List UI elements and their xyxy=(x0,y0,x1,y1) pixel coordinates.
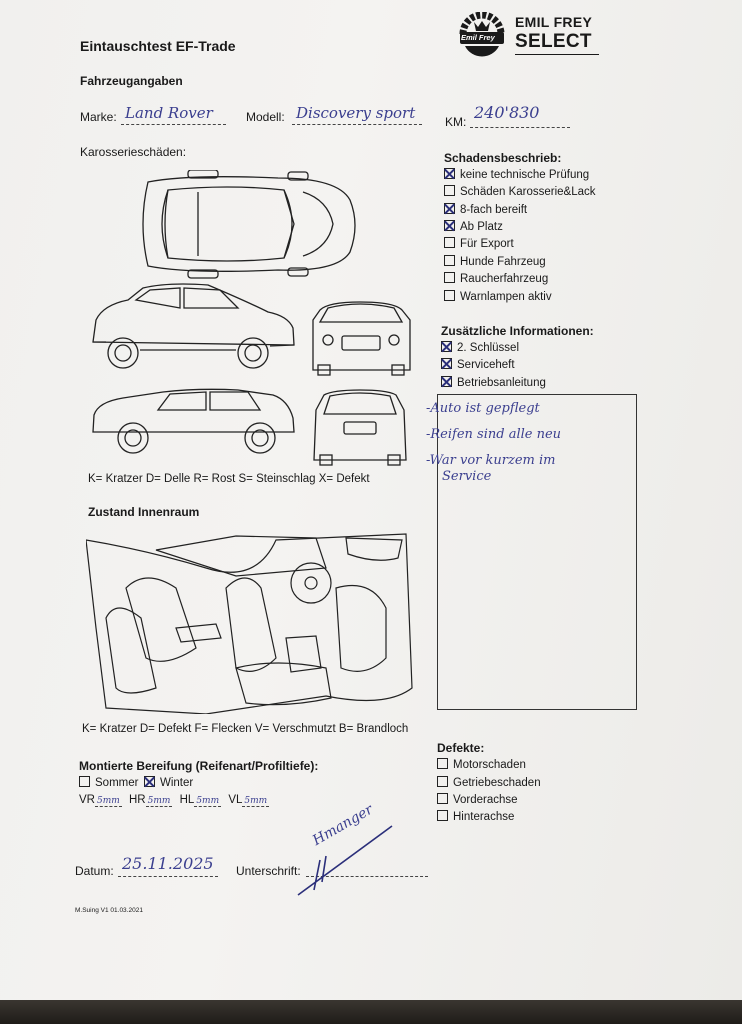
note-line-1: -Auto ist gepflegt xyxy=(426,401,540,416)
km-label: KM: xyxy=(445,115,467,129)
damage-item-body-paint[interactable]: Schäden Karosserie&Lack xyxy=(444,185,596,198)
model-value[interactable]: Discovery sport xyxy=(296,104,416,122)
info-item-second-key[interactable]: 2. Schlüssel xyxy=(441,341,519,354)
additional-info-label: Zusätzliche Informationen: xyxy=(441,324,594,338)
form-title: Eintauschtest EF-Trade xyxy=(80,38,236,54)
car-interior-diagram xyxy=(86,528,416,714)
damage-item-no-inspection[interactable]: keine technische Prüfung xyxy=(444,168,589,181)
checkbox-empty-icon[interactable] xyxy=(437,776,448,787)
checkbox-empty-icon[interactable] xyxy=(437,793,448,804)
damage-item-export[interactable]: Für Export xyxy=(444,237,514,250)
brand-underline xyxy=(515,54,599,55)
checkbox-checked-icon[interactable] xyxy=(444,203,455,214)
vl-label: VL xyxy=(228,794,243,806)
info-item-manual[interactable]: Betriebsanleitung xyxy=(441,376,546,389)
model-label: Modell: xyxy=(246,110,285,124)
hr-value[interactable]: 5mm xyxy=(147,796,171,806)
emil-frey-logo xyxy=(457,10,605,60)
date-underline xyxy=(118,876,218,877)
km-value[interactable]: 240'830 xyxy=(474,103,540,122)
hl-label: HL xyxy=(179,794,195,806)
signature-label: Unterschrift: xyxy=(236,864,301,878)
hr-label: HR xyxy=(128,794,146,806)
damage-item-dog[interactable]: Hunde Fahrzeug xyxy=(444,255,546,268)
checkbox-empty-icon[interactable] xyxy=(79,776,90,787)
info-item-service-book[interactable]: Serviceheft xyxy=(441,358,515,371)
tire-depth-row xyxy=(79,794,269,806)
damage-description-label: Schadensbeschrieb: xyxy=(444,151,562,165)
car-body-diagram xyxy=(88,170,418,470)
vl-value[interactable]: 5mm xyxy=(244,796,268,806)
checkbox-checked-icon[interactable] xyxy=(441,376,452,387)
make-value[interactable]: Land Rover xyxy=(125,104,213,122)
checkbox-empty-icon[interactable] xyxy=(444,185,455,196)
tire-type-winter[interactable]: Winter xyxy=(144,776,193,789)
checkbox-checked-icon[interactable] xyxy=(444,220,455,231)
checkbox-checked-icon[interactable] xyxy=(144,776,155,787)
checkbox-empty-icon[interactable] xyxy=(444,237,455,248)
note-line-2: -Reifen sind alle neu xyxy=(426,427,562,442)
checkbox-empty-icon[interactable] xyxy=(444,290,455,301)
date-label: Datum: xyxy=(75,864,114,878)
desk-background xyxy=(0,1000,742,1024)
signature-value[interactable]: Hmanger xyxy=(310,801,376,849)
defect-item-rear-axle[interactable]: Hinterachse xyxy=(437,810,514,823)
make-label: Marke: xyxy=(80,110,117,124)
note-line-3: -War vor kurzem im xyxy=(426,453,556,468)
interior-label: Zustand Innenraum xyxy=(88,505,200,519)
body-damage-label: Karosserieschäden: xyxy=(80,145,187,159)
body-damage-legend: K= Kratzer D= Delle R= Rost S= Steinschlag X= Defekt xyxy=(88,473,370,485)
checkbox-empty-icon[interactable] xyxy=(437,810,448,821)
interior-legend: K= Kratzer D= Defekt F= Flecken V= Verschmutzt B= Brandloch xyxy=(82,723,409,735)
notes-box[interactable] xyxy=(426,394,637,710)
defect-item-engine[interactable]: Motorschaden xyxy=(437,758,526,771)
car-side-view-left xyxy=(93,284,294,368)
defects-label: Defekte: xyxy=(437,741,485,755)
checkbox-empty-icon[interactable] xyxy=(444,255,455,266)
damage-item-ab-platz[interactable]: Ab Platz xyxy=(444,220,503,233)
damage-item-smoker[interactable]: Raucherfahrzeug xyxy=(444,272,548,285)
defect-item-front-axle[interactable]: Vorderachse xyxy=(437,793,518,806)
version-text: M.Suing V1 01.03.2021 xyxy=(75,907,143,914)
km-underline xyxy=(470,127,570,128)
hl-value[interactable]: 5mm xyxy=(196,796,220,806)
logo-badge-text: Emil Frey xyxy=(461,33,495,42)
vr-value[interactable]: 5mm xyxy=(96,796,120,806)
brand-line-2: SELECT xyxy=(515,31,592,52)
vr-label: VR xyxy=(79,794,95,806)
tire-type-summer[interactable]: Sommer xyxy=(79,776,138,789)
model-underline xyxy=(292,124,422,125)
defect-item-gearbox[interactable]: Getriebeschaden xyxy=(437,776,541,789)
checkbox-empty-icon[interactable] xyxy=(437,758,448,769)
checkbox-empty-icon[interactable] xyxy=(444,272,455,283)
signature-stroke xyxy=(292,820,402,900)
checkbox-checked-icon[interactable] xyxy=(441,341,452,352)
checkbox-checked-icon[interactable] xyxy=(444,168,455,179)
car-top-view xyxy=(143,170,355,278)
brand-line-1: EMIL FREY xyxy=(515,14,593,30)
vehicle-section-label: Fahrzeugangaben xyxy=(80,74,183,88)
checkbox-checked-icon[interactable] xyxy=(441,358,452,369)
car-rear-view xyxy=(314,390,406,465)
car-side-view-right xyxy=(93,389,294,453)
tires-label: Montierte Bereifung (Reifenart/Profiltiefe): xyxy=(79,759,319,773)
make-underline xyxy=(121,124,226,125)
damage-item-warning-lamps[interactable]: Warnlampen aktiv xyxy=(444,290,552,303)
damage-item-8-tires[interactable]: 8-fach bereift xyxy=(444,203,527,216)
note-line-4: Service xyxy=(442,469,492,484)
car-front-view xyxy=(313,302,410,375)
date-value[interactable]: 25.11.2025 xyxy=(122,854,214,873)
